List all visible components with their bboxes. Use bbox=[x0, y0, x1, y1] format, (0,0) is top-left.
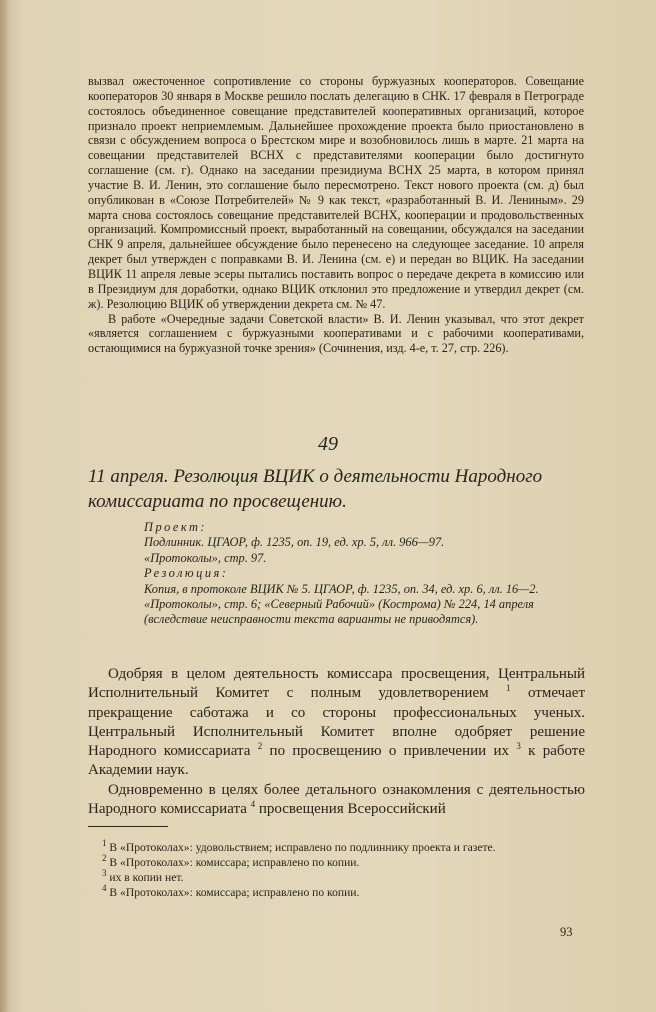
footnote-text: В «Протоколах»: удовольствием; исправлено по подлиннику проекта и газете. bbox=[109, 841, 496, 854]
footnote-ref: 4 bbox=[250, 799, 256, 810]
resolution-text bbox=[88, 665, 585, 819]
footnote bbox=[88, 840, 585, 855]
body-paragraph bbox=[88, 781, 585, 820]
footnote-number: 3 bbox=[102, 868, 107, 879]
source-notes bbox=[144, 520, 588, 628]
footnote-number: 2 bbox=[102, 853, 107, 864]
footnote bbox=[88, 855, 585, 870]
intro-commentary bbox=[88, 74, 584, 356]
resolution-label: Резолюция: bbox=[144, 566, 229, 581]
resolution-source-line: Копия, в протоколе ВЦИК № 5. ЦГАОР, ф. 1235, оп. 34, ед. хр. 6, лл. 16—2. bbox=[144, 581, 539, 596]
footnote-number: 4 bbox=[102, 883, 107, 894]
text-fragment: Одобряя в целом деятельность комиссара просвещения, Центральный Исполнительный Комитет с полным удовлетворением bbox=[88, 666, 585, 702]
text-fragment: просвещения Всероссийский bbox=[258, 801, 446, 818]
document-title: 11 апреля. Резолюция ВЦИК о деятельности Народного комиссариата по просвещению. bbox=[88, 466, 543, 512]
text-fragment: Одновременно в целях более детального ознакомления с деятельностью Народного комиссариата bbox=[88, 781, 585, 818]
footnote-text: В «Протоколах»: комиссара; исправлено по копии. bbox=[109, 856, 360, 869]
text-fragment: по просвещению о привлечении их bbox=[269, 743, 509, 760]
intro-paragraph: вызвал ожесточенное сопротивление со стороны буржуазных кооператоров. Совещание кооператоров 30 января в Москве решило послать делегацию в СНК. 17 февраля в Петрограде состоялось объединенное совещание представителей кооперативных организаций, которое признало проект неприемлемым. Дальнейшее прохождение проекта было приостановлено в связи с обсуждением вопроса о Брестском мире и возобновилось лишь в марте. 21 марта на совещании представителей ВСНХ с представителями кооперации было достигнуто соглашение (см. г). Однако на заседании президиума ВСНХ 25 марта, в котором принял участие В. И. Ленин, это соглашение было пересмотрено. Текст нового проекта (см. д) был опубликован в «Союзе Потребителей» № 9 как текст, «разработанный В. И. Лениным». 29 марта снова состоялось совещание представителей ВСНХ, кооперации и продовольственных организаций. Компромиссный проект, выработанный на совещании, обсуждался на заседании СНК 9 апреля, дальнейшее обсуждение было перенесено на следующее заседание. 10 апреля декрет был утвержден с поправками В. И. Ленина (см. е) и передан во ВЦИК. На заседании ВЦИК 11 апреля левые эсеры пытались поставить вопрос о передаче декрета в комиссию или в Президиум для доработки, однако ВЦИК отклонил это предложение и утвердил декрет (см. ж). Резолюцию ВЦИК об утверждении декрета см. № 47. bbox=[88, 74, 584, 311]
page-number: 93 bbox=[560, 925, 573, 939]
resolution-source-line: «Протоколы», стр. 6; «Северный Рабочий» (Кострома) № 224, 14 апреля (вследствие неисправности текста варианты не приводятся). bbox=[144, 597, 534, 627]
footnote bbox=[88, 885, 585, 900]
footnote-ref: 3 bbox=[516, 741, 521, 752]
text-fragment: отмечает прекращение саботажа и со стороны профессиональных ученых. Центральный Исполнительный Комитет вполне одобряет решение Народного комиссариата bbox=[88, 685, 586, 760]
footnote-number: 1 bbox=[102, 838, 107, 849]
footnote-text: В «Протоколах»: комиссара; исправлено по копии. bbox=[109, 886, 360, 899]
text-fragment: к работе Академии наук. bbox=[88, 743, 586, 779]
footnote-ref: 1 bbox=[506, 683, 511, 694]
intro-paragraph: В работе «Очередные задачи Советской власти» В. И. Ленин указывал, что этот декрет «является соглашением с буржуазными кооперативами и с рабочими кооперативами, остающимися на буржуазной точке зрения» (Сочинения, изд. 4-е, т. 27, стр. 226). bbox=[88, 311, 584, 356]
project-source-line: «Протоколы», стр. 97. bbox=[144, 550, 267, 565]
document-number: 49 bbox=[318, 433, 338, 455]
footnote-divider bbox=[88, 826, 168, 827]
footnotes bbox=[88, 840, 585, 900]
footnote-ref: 2 bbox=[257, 741, 263, 752]
body-paragraph bbox=[88, 665, 585, 781]
footnote bbox=[88, 870, 585, 885]
project-source-line: Подлинник. ЦГАОР, ф. 1235, оп. 19, ед. хр. 5, лл. 966—97. bbox=[144, 535, 445, 550]
footnote-text: их в копии нет. bbox=[109, 871, 184, 884]
project-label: Проект: bbox=[144, 520, 208, 534]
